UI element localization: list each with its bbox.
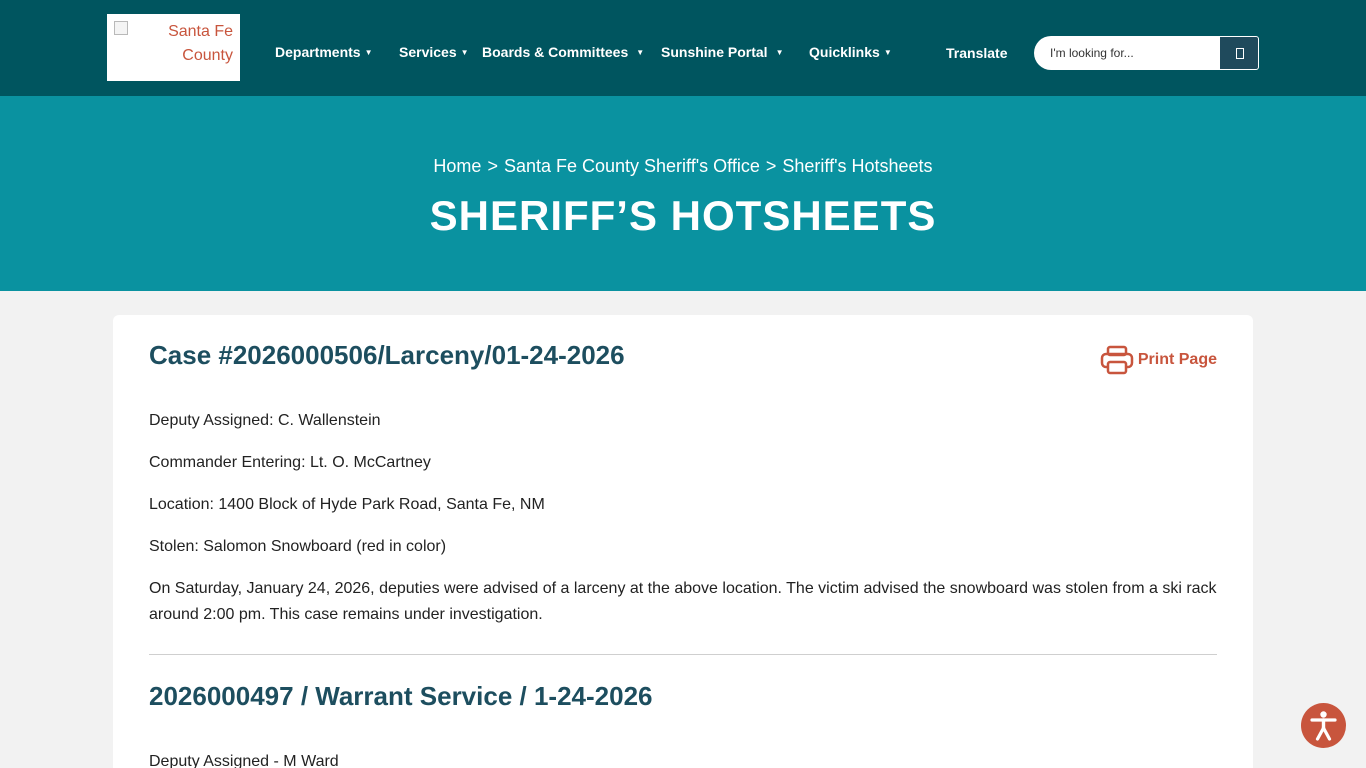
translate-button[interactable]: Translate bbox=[946, 45, 1008, 61]
print-page-button[interactable] bbox=[1100, 345, 1217, 375]
nav-quicklinks[interactable] bbox=[809, 44, 892, 60]
page-banner bbox=[0, 96, 1366, 291]
broken-image-icon bbox=[114, 21, 128, 35]
case-divider bbox=[149, 654, 1217, 655]
nav-departments[interactable] bbox=[275, 44, 373, 60]
case-commander: Commander Entering: Lt. O. McCartney bbox=[149, 454, 431, 471]
case-description: On Saturday, January 24, 2026, deputies were advised of a larceny at the above location. The victim advised the snowboard was stolen from a ski rack around 2:00 pm. This case remains under investigation. bbox=[149, 580, 1217, 623]
nav-label: Sunshine Portal bbox=[661, 44, 768, 60]
caret-down-icon: ▼ bbox=[636, 48, 645, 57]
nav-services[interactable] bbox=[399, 44, 469, 60]
caret-down-icon: ▼ bbox=[460, 48, 469, 57]
search-form bbox=[1034, 36, 1259, 70]
nav-boards-committees[interactable] bbox=[482, 44, 644, 60]
page-title: SHERIFF’S HOTSHEETS bbox=[429, 192, 937, 239]
breadcrumb-sheriffs-office[interactable]: Santa Fe County Sheriff's Office bbox=[503, 156, 760, 176]
search-icon bbox=[1236, 48, 1244, 59]
nav-label: Quicklinks bbox=[809, 44, 880, 60]
breadcrumb-home[interactable]: Home bbox=[433, 156, 482, 176]
nav-sunshine-portal[interactable] bbox=[661, 44, 784, 60]
nav-label: Services bbox=[399, 44, 457, 60]
nav-label: Boards & Committees bbox=[482, 44, 629, 60]
county-logo[interactable] bbox=[107, 14, 240, 81]
search-input[interactable] bbox=[1034, 36, 1220, 70]
accessibility-icon bbox=[1301, 703, 1346, 748]
case-deputy: Deputy Assigned: C. Wallenstein bbox=[149, 412, 381, 429]
breadcrumb-separator: > bbox=[765, 156, 777, 176]
case-title: Case #2026000506/Larceny/01-24-2026 bbox=[149, 340, 625, 370]
search-button[interactable] bbox=[1219, 36, 1259, 70]
accessibility-button[interactable] bbox=[1301, 703, 1346, 748]
breadcrumb-separator: > bbox=[487, 156, 498, 176]
case-deputy: Deputy Assigned - M Ward bbox=[149, 753, 339, 768]
caret-down-icon: ▼ bbox=[883, 48, 892, 57]
logo-alt-text: Santa Fe County bbox=[168, 23, 233, 64]
content-card bbox=[113, 315, 1253, 768]
breadcrumb-current[interactable]: Sheriff's Hotsheets bbox=[782, 156, 933, 176]
caret-down-icon: ▼ bbox=[364, 48, 373, 57]
printer-icon bbox=[1100, 345, 1134, 375]
case-location: Location: 1400 Block of Hyde Park Road, Santa Fe, NM bbox=[149, 496, 545, 513]
print-page-label: Print Page bbox=[1137, 351, 1217, 368]
site-header bbox=[0, 0, 1366, 96]
case-stolen: Stolen: Salomon Snowboard (red in color) bbox=[149, 538, 447, 555]
caret-down-icon: ▼ bbox=[775, 48, 784, 57]
breadcrumb bbox=[0, 156, 1366, 177]
case-title: 2026000497 / Warrant Service / 1-24-2026 bbox=[149, 681, 653, 711]
nav-label: Departments bbox=[275, 44, 361, 60]
